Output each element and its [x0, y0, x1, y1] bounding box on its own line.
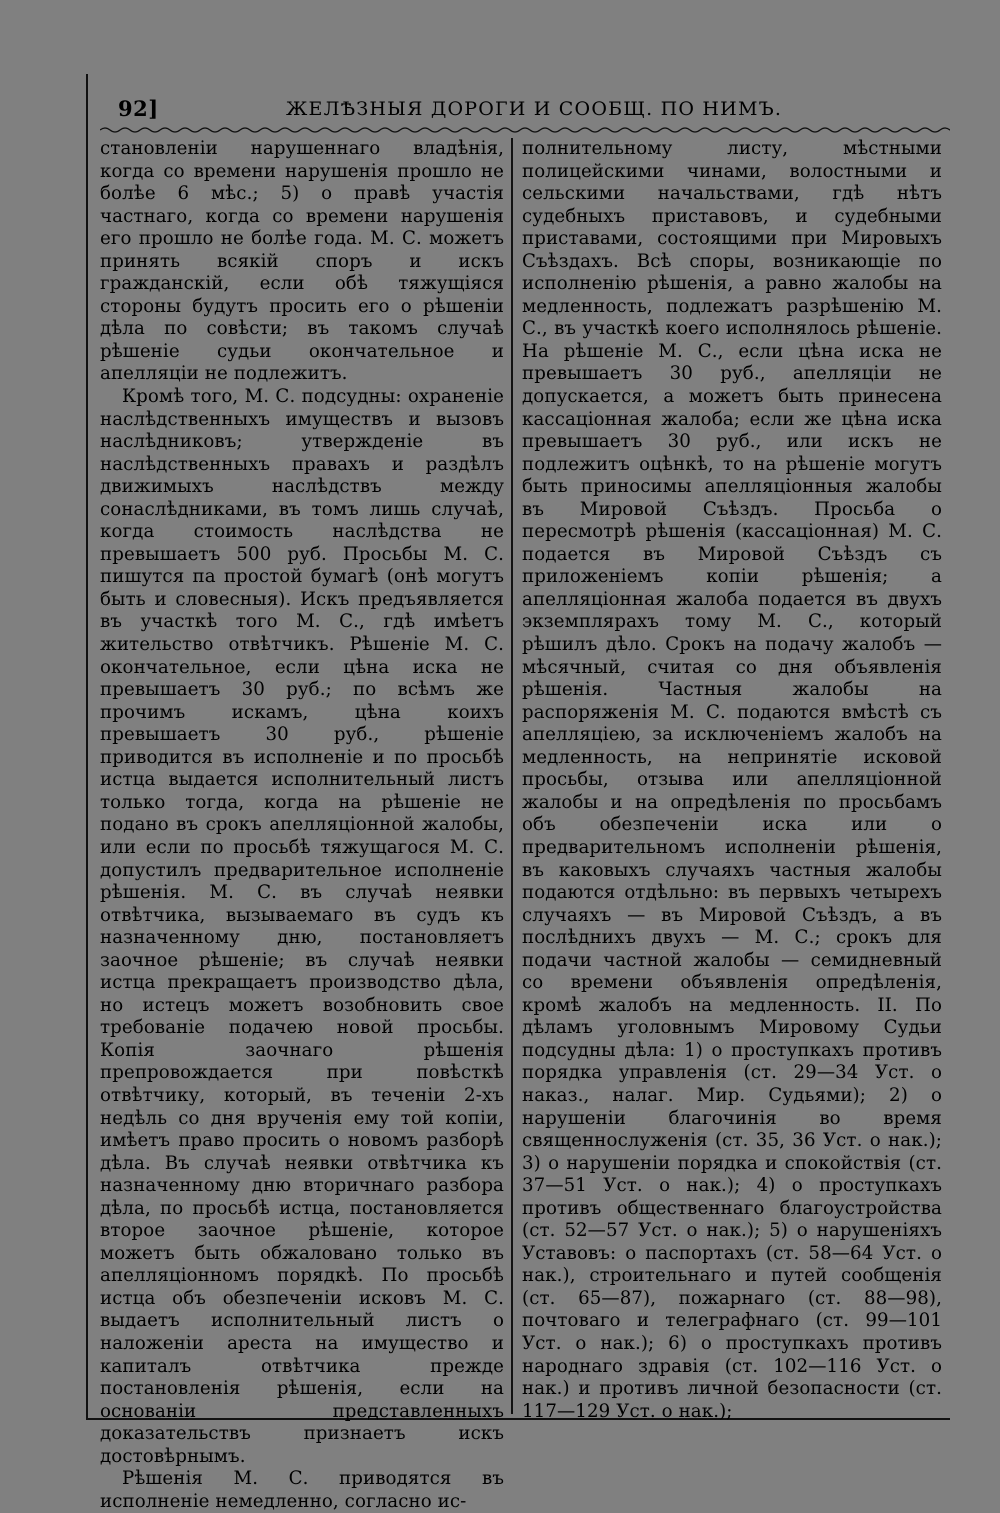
- running-title: ЖЕЛѢЗНЫЯ ДОРОГИ И СООБЩ. ПО НИМЪ.: [286, 98, 783, 120]
- header-wavy-rule: [100, 124, 950, 136]
- left-paragraph-3: Рѣшенія М. С. приводятся въ исполненіе немедленно, согласно ис-: [100, 1468, 504, 1512]
- right-column: [522, 138, 942, 1423]
- page-header: [104, 92, 950, 122]
- column-divider: [511, 138, 513, 1414]
- page-number: 92]: [118, 96, 159, 121]
- left-paragraph-2: Кромѣ того, М. С. подсудны: охраненіе наслѣдственныхъ имуществъ и вызовъ наслѣдниковъ; утвержденіе въ наслѣдственныхъ правахъ и раздѣлъ движимыхъ наслѣдствъ между сонаслѣдниками, въ томъ лишь случаѣ, когда стоимость наслѣдства не превышаетъ 500 руб. Просьбы М. С. пишутся па простой бумагѣ (онѣ могутъ быть и словесныя). Искъ предъявляется въ участкѣ того М. С., гдѣ имѣетъ жительство отвѣтчикъ. Рѣшеніе М. С. окончательное, если цѣна иска не превышаетъ 30 руб.; по всѣмъ же прочимъ искамъ, цѣна коихъ превышаетъ 30 руб., рѣшеніе приводится въ исполненіе и по просьбѣ истца выдается исполнительный листъ только тогда, когда на рѣшеніе не подано въ срокъ апелляціонной жалобы, или если по просьбѣ тяжущагося М. С. допустилъ предварительное исполненіе рѣшенія. М. С. въ случаѣ неявки отвѣтчика, вызываемаго въ судъ къ назначенному дню, постановляетъ заочное рѣшеніе; въ случаѣ неявки истца прекращаетъ производство дѣла, но истецъ можетъ возобновить свое требованіе подачею новой просьбы. Копія заочнаго рѣшенія препровождается при повѣсткѣ отвѣтчику, который, въ теченіи 2-хъ недѣль со дня врученія ему той копіи, имѣетъ право просить о новомъ разборѣ дѣла. Въ случаѣ неявки отвѣтчика къ назначенному дню вторичнаго разбора дѣла, по просьбѣ истца, постановляется второе заочное рѣшеніе, которое можетъ быть обжаловано только въ апелляціонномъ порядкѣ. По просьбѣ истца объ обезпеченіи исковъ М. С. выдаетъ исполнительный листъ о наложеніи ареста на имущество и капиталъ отвѣтчика прежде постановленія рѣшенія, если на основаніи представленныхъ доказательствъ признаетъ искъ достовѣрнымъ.: [100, 386, 504, 1467]
- page-border-left: [86, 74, 88, 1420]
- left-paragraph-1: становленіи нарушеннаго владѣнія, когда со времени нарушенія прошло не болѣе 6 мѣс.; 5) о правѣ участія частнаго, когда со времени нарушенія его прошло не болѣе года. М. С. можетъ принять всякій споръ и искъ гражданскій, если обѣ тяжущіяся стороны будутъ просить его о рѣшеніи дѣла по совѣсти; въ такомъ случаѣ рѣшеніе судьи окончательное и апелляціи не подлежитъ.: [100, 138, 504, 385]
- right-paragraph-1: полнительному листу, мѣстными полицейскими чинами, волостными и сельскими начальствами, гдѣ нѣтъ судебныхъ приставовъ, и судебными приставами, состоящими при Мировыхъ Съѣздахъ. Всѣ споры, возникающіе по исполненію рѣшенія, а равно жалобы на медленность, подлежатъ разрѣшенію М. С., въ участкѣ коего исполнялось рѣшеніе. На рѣшеніе М. С., если цѣна иска не превышаетъ 30 руб., апелляціи не допускается, а можетъ быть принесена кассаціонная жалоба; если же цѣна иска превышаетъ 30 руб., или искъ не подлежитъ оцѣнкѣ, то на рѣшеніе могутъ быть приносимы апелляціонныя жалобы въ Мировой Съѣздъ. Просьба о пересмотрѣ рѣшенія (кассаціонная) М. С. подается въ Мировой Съѣздъ съ приложеніемъ копіи рѣшенія; а апелляціонная жалоба подается въ двухъ экземплярахъ тому М. С., который рѣшилъ дѣло. Срокъ на подачу жалобъ — мѣсячный, считая со дня объявленія рѣшенія. Частныя жалобы на распоряженія М. С. подаются вмѣстѣ съ апелляціею, за исключеніемъ жалобъ на медленность, на непринятіе исковой просьбы, отзыва или апелляціонной жалобы и на опредѣленія по просьбамъ объ обезпеченіи иска или о предварительномъ исполненіи рѣшенія, въ каковыхъ случаяхъ частныя жалобы подаются отдѣльно: въ первыхъ четырехъ случаяхъ — въ Мировой Съѣздъ, а въ послѣднихъ двухъ — М. С.; срокъ для подачи частной жалобы — семидневный со времени объявленія опредѣленія, кромѣ жалобъ на медленность. II. По дѣламъ уголовнымъ Мировому Судьи подсудны дѣла: 1) о проступкахъ противъ порядка управленія (ст. 29—34 Уст. о наказ., налаг. Мир. Судьями); 2) о нарушеніи благочинія во время священнослуженія (ст. 35, 36 Уст. о нак.); 3) о нарушеніи порядка и спокойствія (ст. 37—51 Уст. о нак.); 4) о проступкахъ противъ общественнаго благоустройства (ст. 52—57 Уст. о нак.); 5) о нарушеніяхъ Уставовъ: о паспортахъ (ст. 58—64 Уст. о нак.), строительнаго и путей сообщенія (ст. 65—87), пожарнаго (ст. 88—98), почтоваго и телеграфнаго (ст. 99—101 Уст. о нак.); 6) о проступкахъ противъ народнаго здравія (ст. 102—116 Уст. о нак.) и противъ личной безопасности (ст. 117—129 Уст. о нак.);: [522, 138, 942, 1422]
- left-column: [100, 138, 504, 1513]
